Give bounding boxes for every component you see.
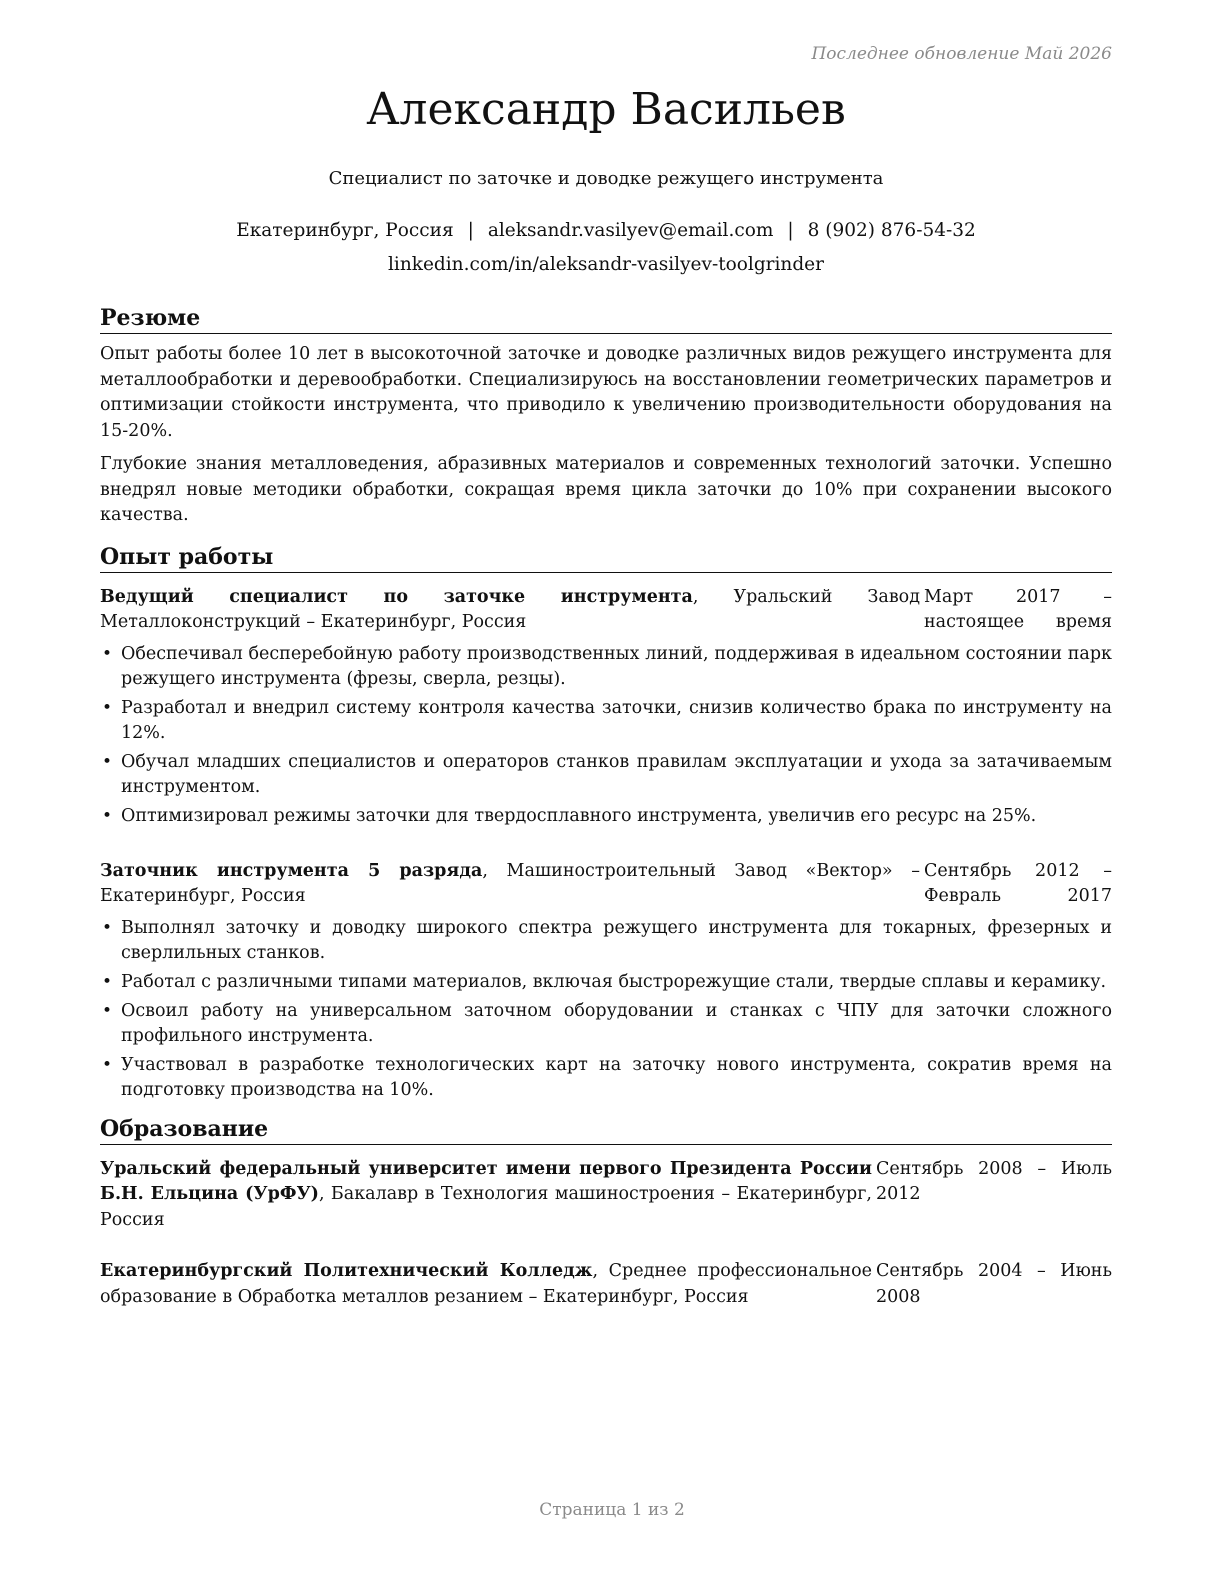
education-header (100, 1157, 1112, 1234)
degree-details: , Среднее профессиональное образование в Обработка металлов резанием – Екатеринбург, Россия (100, 1261, 872, 1307)
separator: | (467, 220, 474, 241)
bullet-icon: • (102, 1054, 113, 1075)
section-heading-experience: Опыт работы (100, 543, 1112, 573)
list-item (100, 916, 1112, 966)
education-entry (100, 1259, 1112, 1310)
bullet-icon: • (102, 971, 113, 992)
section-heading-summary: Резюме (100, 304, 1112, 334)
job-bullets (100, 642, 1112, 829)
list-item (100, 1053, 1112, 1103)
bullet-icon: • (102, 917, 113, 938)
job-role: Ведущий специалист по заточке инструмента (100, 586, 693, 607)
phone: 8 (902) 876-54-32 (807, 220, 976, 241)
job-header (100, 585, 1112, 636)
bullet-icon: • (102, 805, 113, 826)
bullet-icon: • (102, 751, 113, 772)
institution-name: Екатеринбургский Политехнический Колледж (100, 1261, 593, 1281)
page-number: Страница 1 из 2 (539, 1500, 685, 1520)
email-link[interactable]: aleksandr.vasilyev@email.com (487, 220, 774, 241)
section-heading-education: Образование (100, 1115, 1112, 1145)
bullet-text: Участвовал в разработке технологических карт на заточку нового инструмента, сократив время на подготовку производства на 10%. (121, 1054, 1112, 1100)
bullet-icon: • (102, 697, 113, 718)
last-updated: Последнее обновление Май 2026 (811, 44, 1112, 64)
education-header (100, 1259, 1112, 1310)
bullet-text: Оптимизировал режимы заточки для твердосплавного инструмента, увеличив его ресурс на 25%. (121, 805, 1037, 826)
education-entry (100, 1157, 1112, 1234)
job-bullets (100, 916, 1112, 1103)
job-description (100, 585, 920, 636)
education-dates: Сентябрь 2008 – Июль 2012 (876, 1158, 1112, 1204)
bullet-icon: • (102, 1000, 113, 1021)
institution-name: Уральский федеральный университет имени первого Президента России Б.Н. Ельцина (УрФУ) (100, 1158, 872, 1204)
list-item (100, 804, 1112, 829)
bullet-text: Работал с различными типами материалов, включая быстрорежущие стали, твердые сплавы и керамику. (121, 971, 1107, 992)
linkedin-link[interactable]: linkedin.com/in/aleksandr-vasilyev-toolgrinder (388, 254, 824, 275)
bullet-text: Выполнял заточку и доводку широкого спектра режущего инструмента для токарных, фрезерных и сверлильных станков. (121, 917, 1112, 963)
bullet-text: Разработал и внедрил систему контроля качества заточки, снизив количество брака по инструменту на 12%. (121, 697, 1112, 743)
list-item (100, 696, 1112, 746)
candidate-title: Специалист по заточке и доводке режущего инструмента (328, 168, 884, 189)
bullet-text: Освоил работу на универсальном заточном оборудовании и станках с ЧПУ для заточки сложного профильного инструмента. (121, 1000, 1112, 1046)
education-dates: Сентябрь 2004 – Июнь 2008 (876, 1261, 1112, 1307)
list-item (100, 970, 1112, 995)
job-dates: Сентябрь 2012 – Февраль 2017 (924, 860, 1112, 906)
degree-details: , Бакалавр в Технология машиностроения – Екатеринбург, Россия (100, 1184, 872, 1230)
job-role: Заточник инструмента 5 разряда (100, 860, 483, 881)
resume-page (100, 0, 1112, 1584)
job-header (100, 859, 1112, 910)
bullet-text: Обеспечивал бесперебойную работу производственных линий, поддерживая в идеальном состоянии парк режущего инструмента (фрезы, сверла, резцы). (121, 643, 1112, 689)
resume-content (100, 304, 1112, 1310)
bullet-text: Обучал младших специалистов и операторов станков правилам эксплуатации и ухода за затачиваемым инструментом. (121, 751, 1112, 797)
list-item (100, 999, 1112, 1049)
job-dates: Март 2017 – настоящее время (924, 586, 1112, 632)
contact-line (100, 220, 1112, 241)
candidate-name: Александр Васильев (366, 84, 846, 135)
job-entry (100, 585, 1112, 829)
education-description (100, 1259, 872, 1310)
list-item (100, 750, 1112, 800)
separator: | (787, 220, 794, 241)
job-company: , Уральский Завод Металлоконструкций – Екатеринбург, Россия (100, 586, 920, 632)
summary-paragraph: Опыт работы более 10 лет в высокоточной заточке и доводке различных видов режущего инструмента для металлообработки и деревообработки. Специализируюсь на восстановлении геометрических параметров и оптимизации стойкости инструмента, что приводило к увеличению производительности оборудования на 15-20%. (100, 344, 1112, 441)
job-company: , Машиностроительный Завод «Вектор» – Екатеринбург, Россия (100, 860, 921, 906)
job-entry (100, 859, 1112, 1103)
education-description (100, 1157, 872, 1234)
summary-paragraph: Глубокие знания металловедения, абразивных материалов и современных технологий заточки. Успешно внедрял новые методики обработки, сокращая время цикла заточки до 10% при сохранении высокого качества. (100, 454, 1112, 525)
location: Екатеринбург, Россия (236, 220, 454, 241)
list-item (100, 642, 1112, 692)
bullet-icon: • (102, 643, 113, 664)
job-description (100, 859, 920, 910)
